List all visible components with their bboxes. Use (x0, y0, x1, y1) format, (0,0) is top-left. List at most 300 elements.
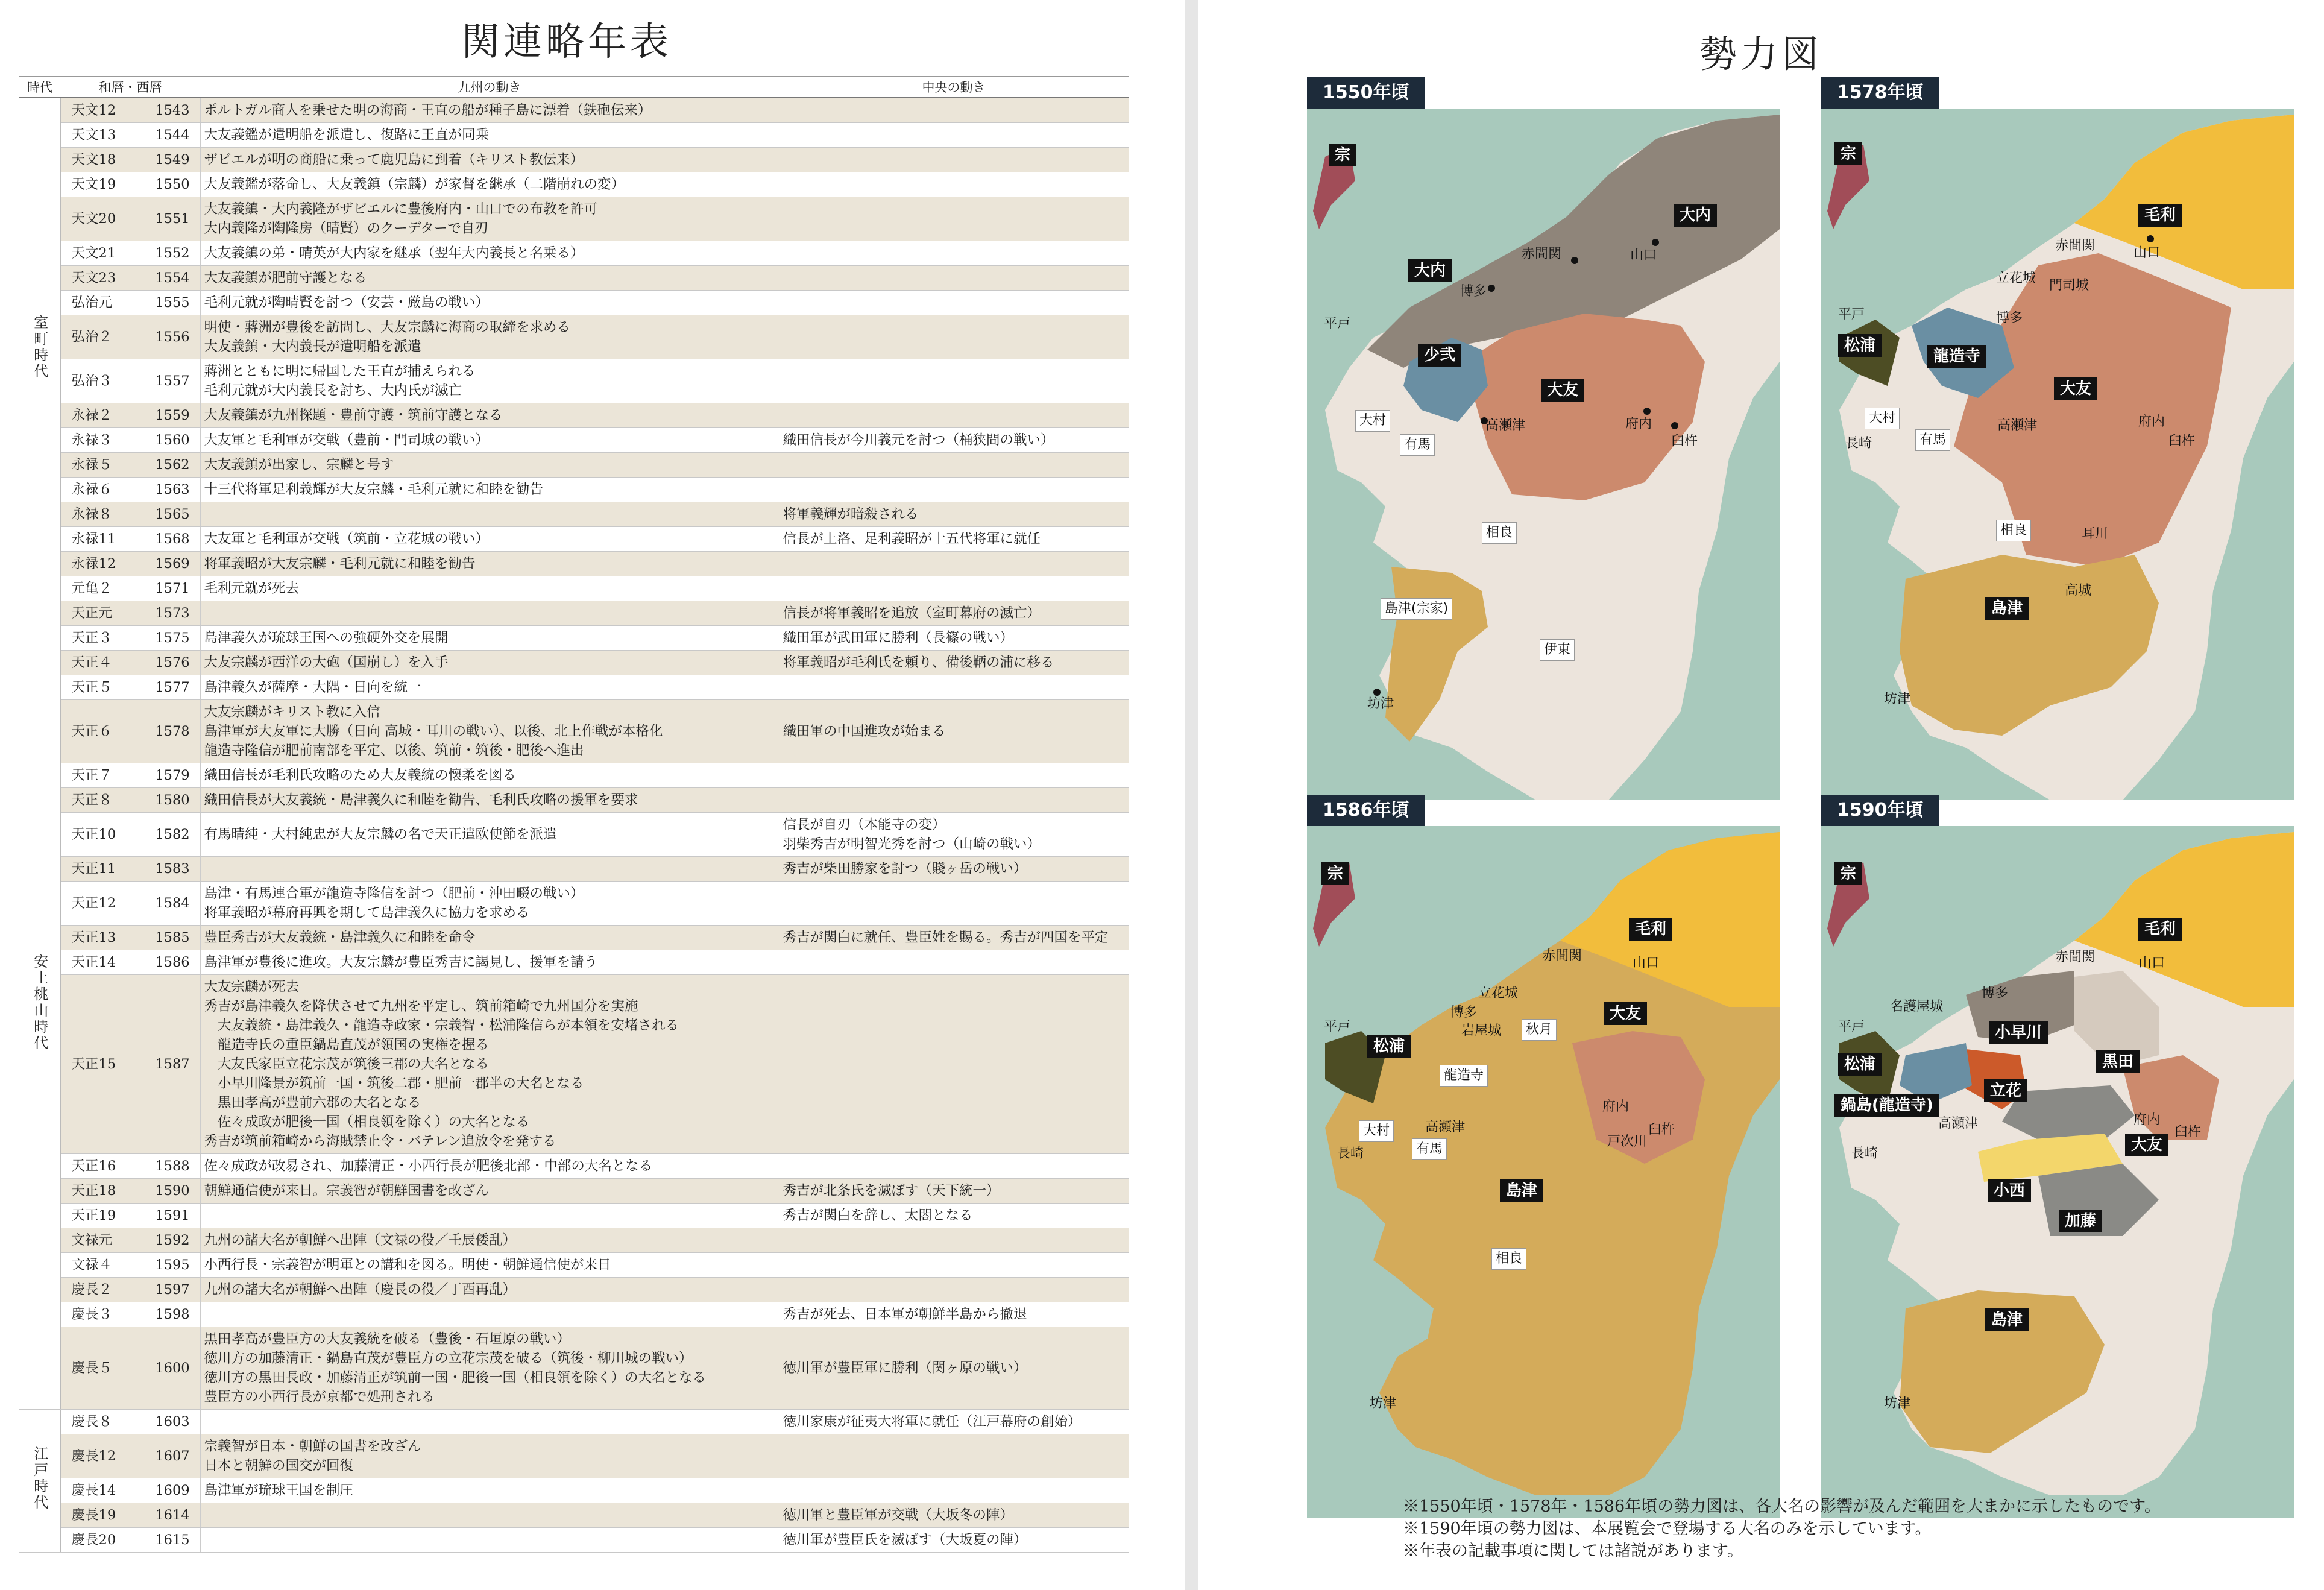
year-cell: 1575 (145, 626, 200, 651)
chronology-row (19, 1410, 1129, 1434)
place-label: 臼杵 (2174, 1125, 2202, 1140)
clan-label: 大友 (1541, 379, 1584, 402)
center-event-cell: 秀吉が関白を辞し、太閤となる (779, 1204, 1129, 1228)
place-label: 高瀬津 (1997, 418, 2038, 433)
place-label: 高瀬津 (1938, 1116, 1979, 1131)
kyushu-event-cell: 九州の諸大名が朝鮮へ出陣（文禄の役／壬辰倭乱） (200, 1228, 779, 1253)
era-cell: 慶長14 (60, 1478, 145, 1503)
year-cell: 1563 (145, 478, 200, 502)
year-cell: 1551 (145, 197, 200, 241)
chronology-row (19, 123, 1129, 148)
chronology-row (19, 98, 1129, 123)
center-event-cell (779, 1228, 1129, 1253)
kyushu-event-cell: 九州の諸大名が朝鮮へ出陣（慶長の役／丁酉再乱） (200, 1278, 779, 1302)
clan-label: 大村 (1359, 1120, 1394, 1142)
era-cell: 天文18 (60, 148, 145, 172)
kyushu-event-cell (200, 1302, 779, 1327)
era-cell: 天文19 (60, 172, 145, 197)
note-line: ※1550年頃・1578年・1586年頃の勢力図は、各大名の影響が及んだ範囲を大まかに示したものです。 (1403, 1497, 2161, 1516)
center-event-cell (779, 148, 1129, 172)
year-cell: 1595 (145, 1253, 200, 1278)
clan-label: 大友 (1604, 1002, 1647, 1025)
kyushu-event-cell: 大友軍と毛利軍が交戦（豊前・門司城の戦い） (200, 428, 779, 453)
year-cell: 1592 (145, 1228, 200, 1253)
kyushu-event-cell: 明使・蔣洲が豊後を訪問し、大友宗麟に海商の取締を求める 大友義鎮・大内義長が遣明船を派遣 (200, 315, 779, 359)
clan-label: 小西 (1988, 1179, 2031, 1202)
era-cell: 天正15 (60, 975, 145, 1154)
chronology-row (19, 1434, 1129, 1478)
kyushu-event-cell (200, 1503, 779, 1528)
center-event-cell (779, 1154, 1129, 1179)
era-cell: 天正５ (60, 675, 145, 700)
clan-label: 毛利 (1629, 918, 1672, 941)
chronology-row (19, 1179, 1129, 1204)
place-label: 平戸 (1324, 1020, 1351, 1035)
place-label: 山口 (1630, 248, 1657, 263)
era-cell: 弘治３ (60, 359, 145, 403)
clan-label: 秋月 (1522, 1019, 1557, 1041)
map-1578 (1821, 82, 2294, 800)
center-event-cell: 信長が上洛、足利義昭が十五代将軍に就任 (779, 527, 1129, 552)
era-cell: 天正12 (60, 882, 145, 926)
place-label: 長崎 (1845, 436, 1872, 451)
clan-label: 松浦 (1838, 1053, 1882, 1076)
period-label: 室町時代 (31, 314, 48, 380)
place-label: 赤間関 (1522, 247, 1562, 262)
place-label: 高瀬津 (1425, 1120, 1466, 1135)
kyushu-event-cell: ザビエルが明の商船に乗って鹿児島に到着（キリスト教伝来） (200, 148, 779, 172)
center-event-cell (779, 552, 1129, 576)
place-label: 臼杵 (2168, 434, 2196, 449)
era-cell: 慶長19 (60, 1503, 145, 1528)
page-gutter (1185, 0, 1198, 1590)
year-cell: 1544 (145, 123, 200, 148)
map-1590 (1821, 800, 2294, 1518)
kyushu-event-cell: 大友義鎮が出家し、宗麟と号す (200, 453, 779, 478)
place-label: 高城 (2065, 583, 2092, 598)
era-cell: 天文12 (60, 98, 145, 123)
period-cell (19, 1410, 60, 1553)
center-event-cell: 徳川軍が豊臣氏を滅ぼす（大坂夏の陣） (779, 1528, 1129, 1553)
year-cell: 1560 (145, 428, 200, 453)
chronology-row (19, 1302, 1129, 1327)
era-cell: 天文20 (60, 197, 145, 241)
center-event-cell (779, 403, 1129, 428)
chronology-row (19, 1253, 1129, 1278)
center-event-cell (779, 266, 1129, 291)
chronology-row (19, 1503, 1129, 1528)
place-label: 赤間関 (2055, 950, 2096, 965)
kyushu-event-cell: 大友宗麟がキリスト教に入信 島津軍が大友軍に大勝（日向 高城・耳川の戦い）、以後、北上作戦が本格化 龍造寺隆信が肥前南部を平定、以後、筑前・筑後・肥後へ進出 (200, 700, 779, 763)
year-cell: 1585 (145, 926, 200, 950)
map-1586 (1307, 800, 1780, 1518)
era-cell: 天正８ (60, 788, 145, 813)
chronology-row (19, 926, 1129, 950)
clan-label: 大村 (1865, 408, 1900, 429)
era-cell: 天正３ (60, 626, 145, 651)
center-event-cell (779, 478, 1129, 502)
kyushu-event-cell: 島津義久が薩摩・大隅・日向を統一 (200, 675, 779, 700)
header-period: 時代 (19, 77, 60, 98)
chronology-row (19, 502, 1129, 527)
center-event-cell (779, 975, 1129, 1154)
era-cell: 天正６ (60, 700, 145, 763)
year-cell: 1603 (145, 1410, 200, 1434)
place-label: 赤間関 (2055, 238, 2096, 253)
year-cell: 1562 (145, 453, 200, 478)
year-cell: 1552 (145, 241, 200, 266)
year-cell: 1579 (145, 763, 200, 788)
year-cell: 1590 (145, 1179, 200, 1204)
year-cell: 1576 (145, 651, 200, 675)
year-cell: 1557 (145, 359, 200, 403)
chronology-row (19, 651, 1129, 675)
kyushu-event-cell: 大友義鎮が肥前守護となる (200, 266, 779, 291)
chronology-row (19, 975, 1129, 1154)
place-label: 門司城 (2049, 278, 2089, 293)
kyushu-event-cell: 織田信長が大友義統・島津義久に和睦を勧告、毛利氏攻略の援軍を要求 (200, 788, 779, 813)
center-event-cell (779, 359, 1129, 403)
center-event-cell (779, 172, 1129, 197)
era-cell: 天文23 (60, 266, 145, 291)
clan-label: 島津 (1985, 597, 2029, 620)
chronology-row (19, 882, 1129, 926)
center-event-cell: 将軍義昭が毛利氏を頼り、備後鞆の浦に移る (779, 651, 1129, 675)
chronology-row (19, 315, 1129, 359)
center-event-cell: 秀吉が柴田勝家を討つ（賤ヶ岳の戦い） (779, 857, 1129, 882)
place-label: 長崎 (1851, 1146, 1878, 1161)
era-cell: 慶長２ (60, 1278, 145, 1302)
clan-label: 宗 (1329, 144, 1356, 166)
kyushu-event-cell: 将軍義昭が大友宗麟・毛利元就に和睦を勧告 (200, 552, 779, 576)
kyushu-event-cell: 黒田孝高が豊臣方の大友義統を破る（豊後・石垣原の戦い） 徳川方の加藤清正・鍋島直茂が豊臣方の立花宗茂を破る（筑後・柳川城の戦い） 徳川方の黒田長政・加藤清正が筑前一国・肥後一国（相良領を除く）の大名となる 豊臣方の小西行長が京都で処刑される (200, 1327, 779, 1410)
year-cell: 1555 (145, 291, 200, 315)
place-label: 耳川 (2082, 526, 2109, 541)
center-event-cell (779, 1434, 1129, 1478)
kyushu-event-cell: 佐々成政が改易され、加藤清正・小西行長が肥後北部・中部の大名となる (200, 1154, 779, 1179)
place-label: 博多 (1996, 311, 2023, 326)
chronology-row (19, 527, 1129, 552)
map-1550-year-label: 1550年頃 (1307, 77, 1425, 109)
year-cell: 1580 (145, 788, 200, 813)
clan-label: 島津 (1985, 1308, 2029, 1331)
center-event-cell (779, 453, 1129, 478)
era-cell: 慶長８ (60, 1410, 145, 1434)
chronology-row (19, 763, 1129, 788)
era-cell: 慶長20 (60, 1528, 145, 1553)
place-label: 府内 (2133, 1112, 2161, 1128)
era-cell: 永禄２ (60, 403, 145, 428)
period-cell (19, 98, 60, 601)
place-label: 赤間関 (1542, 948, 1582, 964)
year-cell: 1615 (145, 1528, 200, 1553)
chronology-row (19, 148, 1129, 172)
year-cell: 1577 (145, 675, 200, 700)
chronology-row (19, 857, 1129, 882)
era-cell: 天正16 (60, 1154, 145, 1179)
era-cell: 慶長５ (60, 1327, 145, 1410)
year-cell: 1614 (145, 1503, 200, 1528)
era-cell: 天正７ (60, 763, 145, 788)
kyushu-event-cell: 大友義鑑が遣明船を派遣し、復路に王直が同乗 (200, 123, 779, 148)
chronology-row (19, 197, 1129, 241)
era-cell: 天正11 (60, 857, 145, 882)
chronology-table (19, 76, 1129, 1553)
place-label: 府内 (1625, 417, 1652, 432)
era-cell: 永禄６ (60, 478, 145, 502)
place-label: 山口 (2138, 956, 2165, 971)
center-event-cell (779, 788, 1129, 813)
center-event-cell (779, 291, 1129, 315)
place-label: 坊津 (1370, 1396, 1397, 1411)
kyushu-event-cell: 蔣洲とともに明に帰国した王直が捕えられる 毛利元就が大内義長を討ち、大内氏が滅亡 (200, 359, 779, 403)
center-event-cell (779, 241, 1129, 266)
place-label: 高瀬津 (1485, 418, 1526, 433)
year-cell: 1569 (145, 552, 200, 576)
kyushu-event-cell: 毛利元就が死去 (200, 576, 779, 601)
year-cell: 1556 (145, 315, 200, 359)
year-cell: 1543 (145, 98, 200, 123)
clan-label: 大村 (1355, 410, 1390, 432)
chronology-row (19, 266, 1129, 291)
clan-label: 龍造寺 (1440, 1065, 1488, 1087)
clan-label: 相良 (1482, 522, 1517, 544)
chronology-row (19, 813, 1129, 857)
kyushu-event-cell: 宗義智が日本・朝鮮の国書を改ざん 日本と朝鮮の国交が回復 (200, 1434, 779, 1478)
chronology-row (19, 1278, 1129, 1302)
map-notes (1403, 1495, 2161, 1562)
chronology-row (19, 1228, 1129, 1253)
period-cell (19, 601, 60, 1410)
chronology-row (19, 950, 1129, 975)
chronology-row (19, 1327, 1129, 1410)
kyushu-event-cell: 大友宗麟が死去 秀吉が島津義久を降伏させて九州を平定し、筑前箱崎で九州国分を実施 大友義統・島津義久・龍造寺政家・宗義智・松浦隆信らが本領を安堵される 龍造寺氏の重臣鍋島直茂が領国の実権を握る 大友氏家臣立花宗茂が筑後三郡の大名となる 小早川隆景が筑前一国・筑後二郡・肥前一郡半の大名となる 黒田孝高が豊前六郡の大名となる 佐々成政が肥後一国（相良領を除く）の大名となる 秀吉が筑前箱崎から海賊禁止令・バテレン追放令を発する (200, 975, 779, 1154)
place-label: 博多 (1982, 986, 2009, 1001)
chronology-row (19, 403, 1129, 428)
place-label: 博多 (1460, 284, 1487, 299)
kyushu-event-cell: 大友義鎮・大内義隆がザビエルに豊後府内・山口での布教を許可 大内義隆が陶隆房（晴賢）のクーデターで自刃 (200, 197, 779, 241)
year-cell: 1584 (145, 882, 200, 926)
note-line: ※年表の記載事項に関しては諸説があります。 (1403, 1542, 1743, 1560)
clan-label: 伊東 (1540, 639, 1575, 661)
place-label: 府内 (2138, 414, 2165, 429)
clan-label: 宗 (1834, 862, 1862, 885)
kyushu-event-cell: 大友義鎮が九州探題・豊前守護・筑前守護となる (200, 403, 779, 428)
era-cell: 永禄５ (60, 453, 145, 478)
era-cell: 天正４ (60, 651, 145, 675)
center-event-cell: 徳川軍と豊臣軍が交戦（大坂冬の陣） (779, 1503, 1129, 1528)
era-cell: 天文13 (60, 123, 145, 148)
clan-label: 加藤 (2059, 1210, 2102, 1232)
center-event-cell: 信長が自刃（本能寺の変） 羽柴秀吉が明智光秀を討つ（山崎の戦い） (779, 813, 1129, 857)
year-cell: 1554 (145, 266, 200, 291)
chronology-row (19, 241, 1129, 266)
chronology-row (19, 359, 1129, 403)
center-event-cell (779, 763, 1129, 788)
kyushu-event-cell (200, 601, 779, 626)
center-event-cell (779, 1478, 1129, 1503)
clan-label: 龍造寺 (1927, 345, 1986, 368)
chronology-row (19, 1204, 1129, 1228)
chronology-title: 関連略年表 (461, 20, 672, 65)
chronology-row (19, 1478, 1129, 1503)
chronology-row (19, 626, 1129, 651)
year-cell: 1549 (145, 148, 200, 172)
year-cell: 1565 (145, 502, 200, 527)
place-label: 山口 (1633, 956, 1660, 971)
place-label: 岩屋城 (1461, 1023, 1502, 1038)
clan-label: 毛利 (2138, 918, 2182, 941)
place-label: 戸次川 (1607, 1134, 1648, 1149)
year-cell: 1600 (145, 1327, 200, 1410)
header-center: 中央の動き (779, 77, 1129, 98)
year-cell: 1578 (145, 700, 200, 763)
center-event-cell (779, 98, 1129, 123)
center-event-cell (779, 1278, 1129, 1302)
kyushu-event-cell (200, 1410, 779, 1434)
era-cell: 天正14 (60, 950, 145, 975)
clan-label: 小早川 (1989, 1021, 2048, 1044)
era-cell: 天正19 (60, 1204, 145, 1228)
kyushu-event-cell (200, 857, 779, 882)
kyushu-event-cell: 小西行長・宗義智が明軍との講和を図る。明使・朝鮮通信使が来日 (200, 1253, 779, 1278)
year-cell: 1559 (145, 403, 200, 428)
era-cell: 弘治元 (60, 291, 145, 315)
kyushu-event-cell: 十三代将軍足利義輝が大友宗麟・毛利元就に和睦を勧告 (200, 478, 779, 502)
clan-label: 相良 (1491, 1248, 1526, 1270)
place-label: 名護屋城 (1890, 999, 1944, 1014)
clan-label: 島津(宗家) (1381, 598, 1452, 620)
era-cell: 永禄８ (60, 502, 145, 527)
place-label: 平戸 (1324, 317, 1351, 332)
era-cell: 天正13 (60, 926, 145, 950)
era-cell: 天正10 (60, 813, 145, 857)
clan-label: 島津 (1500, 1179, 1543, 1202)
clan-label: 大内 (1408, 259, 1452, 282)
year-cell: 1588 (145, 1154, 200, 1179)
place-label: 坊津 (1884, 1396, 1911, 1411)
header-era: 和暦・西暦 (60, 77, 200, 98)
era-cell: 永禄12 (60, 552, 145, 576)
place-label: 坊津 (1884, 692, 1911, 707)
chronology-row (19, 1154, 1129, 1179)
clan-label: 立花 (1984, 1079, 2027, 1102)
era-cell: 永禄11 (60, 527, 145, 552)
era-cell: 文禄元 (60, 1228, 145, 1253)
center-event-cell: 秀吉が死去、日本軍が朝鮮半島から撤退 (779, 1302, 1129, 1327)
clan-label: 黒田 (2096, 1050, 2140, 1073)
clan-label: 大友 (2125, 1134, 2168, 1156)
kyushu-event-cell: 織田信長が毛利氏攻略のため大友義統の懐柔を図る (200, 763, 779, 788)
kyushu-event-cell: 大友義鑑が落命し、大友義鎮（宗麟）が家督を継承（二階崩れの変） (200, 172, 779, 197)
era-cell: 慶長12 (60, 1434, 145, 1478)
year-cell: 1598 (145, 1302, 200, 1327)
era-cell: 慶長３ (60, 1302, 145, 1327)
center-event-cell (779, 197, 1129, 241)
year-cell: 1587 (145, 975, 200, 1154)
clan-label: 毛利 (2138, 204, 2182, 227)
year-cell: 1573 (145, 601, 200, 626)
place-label: 府内 (1602, 1099, 1630, 1114)
kyushu-event-cell: 大友軍と毛利軍が交戦（筑前・立花城の戦い） (200, 527, 779, 552)
map-1586-year-label: 1586年頃 (1307, 795, 1425, 826)
year-cell: 1586 (145, 950, 200, 975)
center-event-cell (779, 882, 1129, 926)
center-event-cell: 秀吉が関白に就任、豊臣姓を賜る。秀吉が四国を平定 (779, 926, 1129, 950)
clan-label: 宗 (1834, 142, 1862, 165)
chronology-row (19, 172, 1129, 197)
kyushu-event-cell (200, 1204, 779, 1228)
map-1550 (1307, 82, 1780, 800)
chronology-row (19, 675, 1129, 700)
center-event-cell: 信長が将軍義昭を追放（室町幕府の滅亡） (779, 601, 1129, 626)
period-label: 江戸時代 (31, 1446, 48, 1511)
clan-label: 大内 (1674, 204, 1717, 227)
place-label: 臼杵 (1648, 1122, 1675, 1137)
chronology-row (19, 291, 1129, 315)
map-1590-year-label: 1590年頃 (1821, 795, 1939, 826)
center-event-cell: 織田信長が今川義元を討つ（桶狭間の戦い） (779, 428, 1129, 453)
header-kyushu: 九州の動き (200, 77, 779, 98)
year-cell: 1607 (145, 1434, 200, 1478)
center-event-cell (779, 315, 1129, 359)
kyushu-event-cell: 島津・有馬連合軍が龍造寺隆信を討つ（肥前・沖田畷の戦い） 将軍義昭が幕府再興を期して島津義久に協力を求める (200, 882, 779, 926)
center-event-cell: 将軍義輝が暗殺される (779, 502, 1129, 527)
center-event-cell (779, 950, 1129, 975)
chronology-row (19, 576, 1129, 601)
chronology-row (19, 1528, 1129, 1553)
chronology-header-row (19, 77, 1129, 98)
era-cell: 天文21 (60, 241, 145, 266)
period-label: 安土桃山時代 (31, 954, 48, 1052)
clan-label: 宗 (1321, 862, 1349, 885)
era-cell: 永禄３ (60, 428, 145, 453)
kyushu-event-cell (200, 1528, 779, 1553)
kyushu-event-cell: 大友義鎮の弟・晴英が大内家を継承（翌年大内義長と名乗る） (200, 241, 779, 266)
year-cell: 1597 (145, 1278, 200, 1302)
place-label: 山口 (2133, 245, 2161, 260)
era-cell: 文禄４ (60, 1253, 145, 1278)
year-cell: 1582 (145, 813, 200, 857)
place-label: 長崎 (1337, 1146, 1364, 1161)
year-cell: 1583 (145, 857, 200, 882)
power-map-page (1198, 0, 2324, 1590)
era-cell: 元亀２ (60, 576, 145, 601)
year-cell: 1591 (145, 1204, 200, 1228)
center-event-cell (779, 675, 1129, 700)
clan-label: 松浦 (1367, 1035, 1411, 1058)
center-event-cell: 秀吉が北条氏を滅ぼす（天下統一） (779, 1179, 1129, 1204)
year-cell: 1568 (145, 527, 200, 552)
clan-label: 有馬 (1400, 434, 1435, 456)
clan-label: 鍋島(龍造寺) (1834, 1094, 1939, 1117)
center-event-cell (779, 576, 1129, 601)
chronology-row (19, 453, 1129, 478)
kyushu-event-cell: 豊臣秀吉が大友義統・島津義久に和睦を命令 (200, 926, 779, 950)
center-event-cell: 徳川家康が征夷大将軍に就任（江戸幕府の創始） (779, 1410, 1129, 1434)
year-cell: 1550 (145, 172, 200, 197)
era-cell: 弘治２ (60, 315, 145, 359)
era-cell: 天正18 (60, 1179, 145, 1204)
chronology-row (19, 700, 1129, 763)
place-label: 坊津 (1367, 696, 1394, 711)
place-label: 平戸 (1838, 307, 1865, 322)
chronology-row (19, 788, 1129, 813)
center-event-cell: 織田軍の中国進攻が始まる (779, 700, 1129, 763)
center-event-cell: 織田軍が武田軍に勝利（長篠の戦い） (779, 626, 1129, 651)
place-label: 立花城 (1996, 271, 2036, 286)
note-line: ※1590年頃の勢力図は、本展覧会で登場する大名のみを示しています。 (1403, 1519, 1932, 1538)
